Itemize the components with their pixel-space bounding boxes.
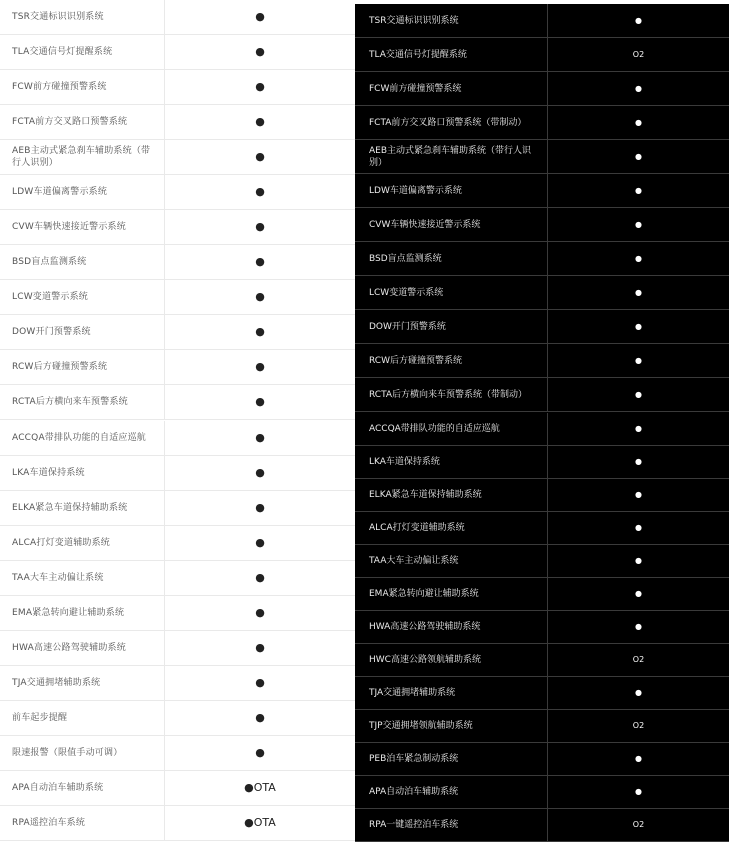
feature-value: ● [255,466,265,479]
feature-name: FCTA前方交叉路口预警系统（带制动） [369,117,527,128]
feature-name: ALCA打灯变道辅助系统 [12,538,111,548]
feature-name-cell [0,456,165,490]
left-table-row [0,385,355,420]
feature-value: ● [255,290,265,303]
feature-value-cell [548,545,729,577]
feature-value-cell [548,743,729,775]
right-table-row [355,710,729,743]
feature-name-cell [355,378,548,411]
feature-name: TAA大车主动偏让系统 [369,556,459,566]
right-table-row [355,578,729,611]
feature-name-cell [355,446,548,478]
feature-value-cell [165,806,355,840]
feature-name: CVW车辆快速接近警示系统 [12,222,126,232]
feature-name-cell [355,208,548,241]
feature-name: TJP交通拥堵领航辅助系统 [369,721,473,731]
feature-name-cell [0,210,165,244]
left-table-row [0,806,355,841]
right-table-row [355,413,729,446]
feature-name-cell [0,350,165,384]
feature-value-cell [548,446,729,478]
feature-name: DOW开门预警系统 [369,321,446,332]
feature-name-cell [0,105,165,139]
feature-name: TSR交通标识识别系统 [369,15,459,26]
feature-value: ● [635,219,642,229]
feature-name: CVW车辆快速接近警示系统 [369,219,481,230]
right-table-row [355,809,729,842]
feature-value-cell [165,385,355,419]
feature-name: APA自动泊车辅助系统 [12,783,104,793]
feature-name-cell [355,578,548,610]
feature-value: ● [255,45,265,58]
feature-name-cell [0,245,165,279]
feature-name-cell [355,174,548,207]
feature-value: ● [635,321,642,331]
feature-value-cell [548,38,729,71]
feature-value-cell [548,344,729,377]
feature-value: ● [255,571,265,584]
feature-value: ● [255,80,265,93]
feature-name-cell [355,743,548,775]
feature-value-cell [165,491,355,525]
feature-value-cell [165,701,355,735]
feature-name: RCW后方碰撞预警系统 [369,355,462,366]
feature-value-cell [165,561,355,595]
right-table-row [355,611,729,644]
feature-name: EMA紧急转向避让辅助系统 [12,608,125,618]
left-table-row [0,35,355,70]
feature-name: LCW变道警示系统 [369,287,444,298]
left-table-row [0,631,355,666]
feature-name-cell [0,315,165,349]
feature-value-cell [165,0,355,34]
left-table-row [0,70,355,105]
feature-value: O2 [632,49,645,59]
right-table-row [355,776,729,809]
feature-value: ● [635,490,642,499]
feature-name: FCW前方碰撞预警系统 [369,83,462,94]
feature-value-cell [548,242,729,275]
feature-name-cell [0,666,165,700]
feature-value-cell [165,736,355,770]
left-table-row [0,666,355,701]
right-table-row [355,677,729,710]
feature-value: ● [255,10,265,23]
feature-name: LCW变道警示系统 [12,292,88,302]
right-table-row [355,140,729,174]
feature-value-cell [548,611,729,643]
left-table-row [0,421,355,456]
feature-name: TAA大车主动偏让系统 [12,573,104,583]
feature-value-cell [548,378,729,411]
feature-value-cell [548,276,729,309]
feature-name: ELKA紧急车道保持辅助系统 [12,503,128,513]
feature-value: ● [635,151,642,161]
feature-name: DOW开门预警系统 [12,327,91,337]
left-table-row [0,245,355,280]
feature-value: ● [255,746,265,759]
left-table-row [0,736,355,771]
feature-name-cell [0,701,165,735]
feature-name-cell [0,596,165,630]
right-table-row [355,479,729,512]
feature-value: ● [255,115,265,128]
feature-value-cell [548,644,729,676]
feature-name-cell [355,644,548,676]
feature-value-cell [165,280,355,314]
feature-name: BSD盲点监测系统 [12,257,87,267]
right-table-row [355,644,729,677]
left-feature-table-lower [0,421,355,842]
feature-name: EMA紧急转向避让辅助系统 [369,589,479,599]
feature-value: ● [635,523,642,532]
feature-value: ● [635,688,642,697]
feature-name-cell [355,710,548,742]
feature-value-cell [548,479,729,511]
feature-name-cell [0,806,165,840]
right-table-row [355,174,729,208]
left-table-row [0,701,355,736]
feature-value: ● [255,501,265,514]
feature-name-cell [355,4,548,37]
feature-value-cell [165,771,355,805]
feature-value: ● [255,255,265,268]
feature-name: RPA一键遥控泊车系统 [369,820,459,830]
feature-value: ● [635,15,642,25]
feature-name: FCTA前方交叉路口预警系统 [12,117,128,127]
feature-name-cell [0,526,165,560]
feature-name-cell [355,242,548,275]
feature-name: AEB主动式紧急刹车辅助系统（带行人识别） [12,146,151,168]
feature-value-cell [548,512,729,544]
feature-value: ● [255,431,265,444]
feature-value: ● [635,754,642,763]
feature-value: ● [255,606,265,619]
feature-name: HWA高速公路驾驶辅助系统 [369,622,481,632]
feature-name: ACCQA带排队功能的自适应巡航 [369,424,500,434]
feature-name-cell [355,344,548,377]
feature-name-cell [355,38,548,71]
feature-name-cell [355,545,548,577]
right-table-row [355,4,729,38]
feature-value: ● [635,556,642,565]
feature-name: 前车起步提醒 [12,713,68,723]
feature-name: RCTA后方横向来车预警系统 [12,397,128,407]
feature-name: RPA遥控泊车系统 [12,818,86,828]
left-table-row [0,315,355,350]
feature-value: ● [255,150,265,163]
feature-name: HWC高速公路领航辅助系统 [369,655,481,665]
feature-value-cell [165,210,355,244]
feature-name: APA自动泊车辅助系统 [369,787,459,797]
right-table-row [355,512,729,545]
left-table-row [0,456,355,491]
feature-value: ● [255,711,265,724]
feature-name-cell [0,175,165,209]
left-table-row [0,0,355,35]
feature-name-cell [0,491,165,525]
right-table-row [355,310,729,344]
feature-name-cell [0,140,165,174]
feature-value-cell [548,809,729,841]
feature-name: PEB泊车紧急制动系统 [369,754,459,764]
feature-value: ● [255,641,265,654]
right-table-row [355,545,729,578]
feature-value: ● [635,424,642,433]
feature-value-cell [165,140,355,174]
right-table-row [355,106,729,140]
right-table-row [355,378,729,412]
feature-value-cell [165,350,355,384]
left-table-row [0,526,355,561]
feature-name: ACCQA带排队功能的自适应巡航 [12,433,147,443]
feature-value-cell [165,315,355,349]
feature-name: TSR交通标识识别系统 [12,12,104,22]
feature-value-cell [548,710,729,742]
feature-name-cell [355,512,548,544]
feature-name-cell [0,771,165,805]
feature-value-cell [165,421,355,455]
feature-value: ● [635,287,642,297]
right-table-row [355,276,729,310]
right-table-row [355,446,729,479]
feature-name-cell [0,35,165,69]
feature-value: ● [635,117,642,127]
left-table-row [0,175,355,210]
feature-value-cell [165,596,355,630]
feature-name: RCW后方碰撞预警系统 [12,362,108,372]
feature-name-cell [355,106,548,139]
left-table-row [0,561,355,596]
feature-value: ● [635,622,642,631]
feature-value-cell [548,208,729,241]
right-table-row [355,743,729,776]
feature-value: ●OTA [244,781,276,794]
feature-value-cell [165,70,355,104]
right-table-row [355,242,729,276]
feature-value-cell [548,4,729,37]
feature-name: TLA交通信号灯提醒系统 [12,47,113,57]
feature-value: ● [635,589,642,598]
feature-value-cell [548,578,729,610]
right-feature-table-upper [355,4,729,413]
feature-value: O2 [632,820,645,829]
feature-value: ● [255,360,265,373]
feature-value: ● [255,185,265,198]
feature-name: RCTA后方横向来车预警系统（带制动） [369,389,528,400]
feature-value-cell [165,666,355,700]
feature-value-cell [548,72,729,105]
feature-name: TJA交通拥堵辅助系统 [12,678,101,688]
feature-name-cell [355,72,548,105]
right-table-row [355,344,729,378]
feature-name-cell [355,413,548,445]
feature-value: ● [255,536,265,549]
feature-name-cell [0,561,165,595]
left-table-row [0,491,355,526]
feature-name-cell [355,677,548,709]
feature-value: ● [255,325,265,338]
feature-value-cell [548,776,729,808]
feature-value: ● [635,457,642,466]
left-table-row [0,280,355,315]
feature-value-cell [548,106,729,139]
feature-value-cell [165,175,355,209]
feature-value-cell [548,677,729,709]
feature-value: ● [635,389,642,399]
feature-value: ● [255,395,265,408]
left-table-row [0,771,355,806]
right-table-row [355,72,729,106]
feature-value: O2 [632,721,645,730]
feature-value: ● [635,355,642,365]
feature-name: TJA交通拥堵辅助系统 [369,688,456,698]
feature-name-cell [0,0,165,34]
feature-value-cell [548,140,729,173]
feature-name-cell [0,421,165,455]
feature-name: LKA车道保持系统 [12,468,85,478]
feature-name: FCW前方碰撞预警系统 [12,82,107,92]
feature-value: ● [255,676,265,689]
left-table-row [0,105,355,140]
feature-value: O2 [632,655,645,664]
feature-name: LKA车道保持系统 [369,457,440,467]
feature-name: HWA高速公路驾驶辅助系统 [12,643,126,653]
feature-value-cell [165,105,355,139]
feature-name-cell [0,280,165,314]
feature-value-cell [165,245,355,279]
feature-name: LDW车道偏离警示系统 [369,185,462,196]
feature-value-cell [165,631,355,665]
feature-value-cell [165,35,355,69]
feature-value: ● [635,787,642,796]
left-table-row [0,350,355,385]
feature-name-cell [0,736,165,770]
feature-name-cell [355,776,548,808]
feature-name-cell [355,809,548,841]
feature-name: ELKA紧急车道保持辅助系统 [369,490,482,500]
feature-name-cell [0,70,165,104]
feature-name-cell [355,611,548,643]
feature-value: ● [635,185,642,195]
feature-name-cell [355,140,548,173]
feature-value-cell [165,456,355,490]
feature-name: 限速报警（限值手动可调） [12,748,123,758]
feature-value: ● [635,253,642,263]
right-feature-table-lower [355,413,729,842]
left-table-row [0,210,355,245]
right-table-row [355,38,729,72]
feature-name: AEB主动式紧急刹车辅助系统（带行人识别） [369,145,532,168]
feature-name: ALCA打灯变道辅助系统 [369,523,465,533]
feature-name: TLA交通信号灯提醒系统 [369,49,467,60]
left-table-row [0,596,355,631]
feature-value-cell [165,526,355,560]
feature-value: ● [635,83,642,93]
feature-value-cell [548,413,729,445]
feature-name-cell [0,631,165,665]
feature-name: BSD盲点监测系统 [369,253,442,264]
feature-name-cell [355,479,548,511]
left-feature-table-upper [0,0,355,421]
feature-name-cell [355,310,548,343]
feature-value: ● [255,220,265,233]
feature-name: LDW车道偏离警示系统 [12,187,108,197]
feature-value: ●OTA [244,816,276,829]
feature-value-cell [548,174,729,207]
feature-name-cell [355,276,548,309]
feature-value-cell [548,310,729,343]
feature-name-cell [0,385,165,419]
left-table-row [0,140,355,175]
right-table-row [355,208,729,242]
